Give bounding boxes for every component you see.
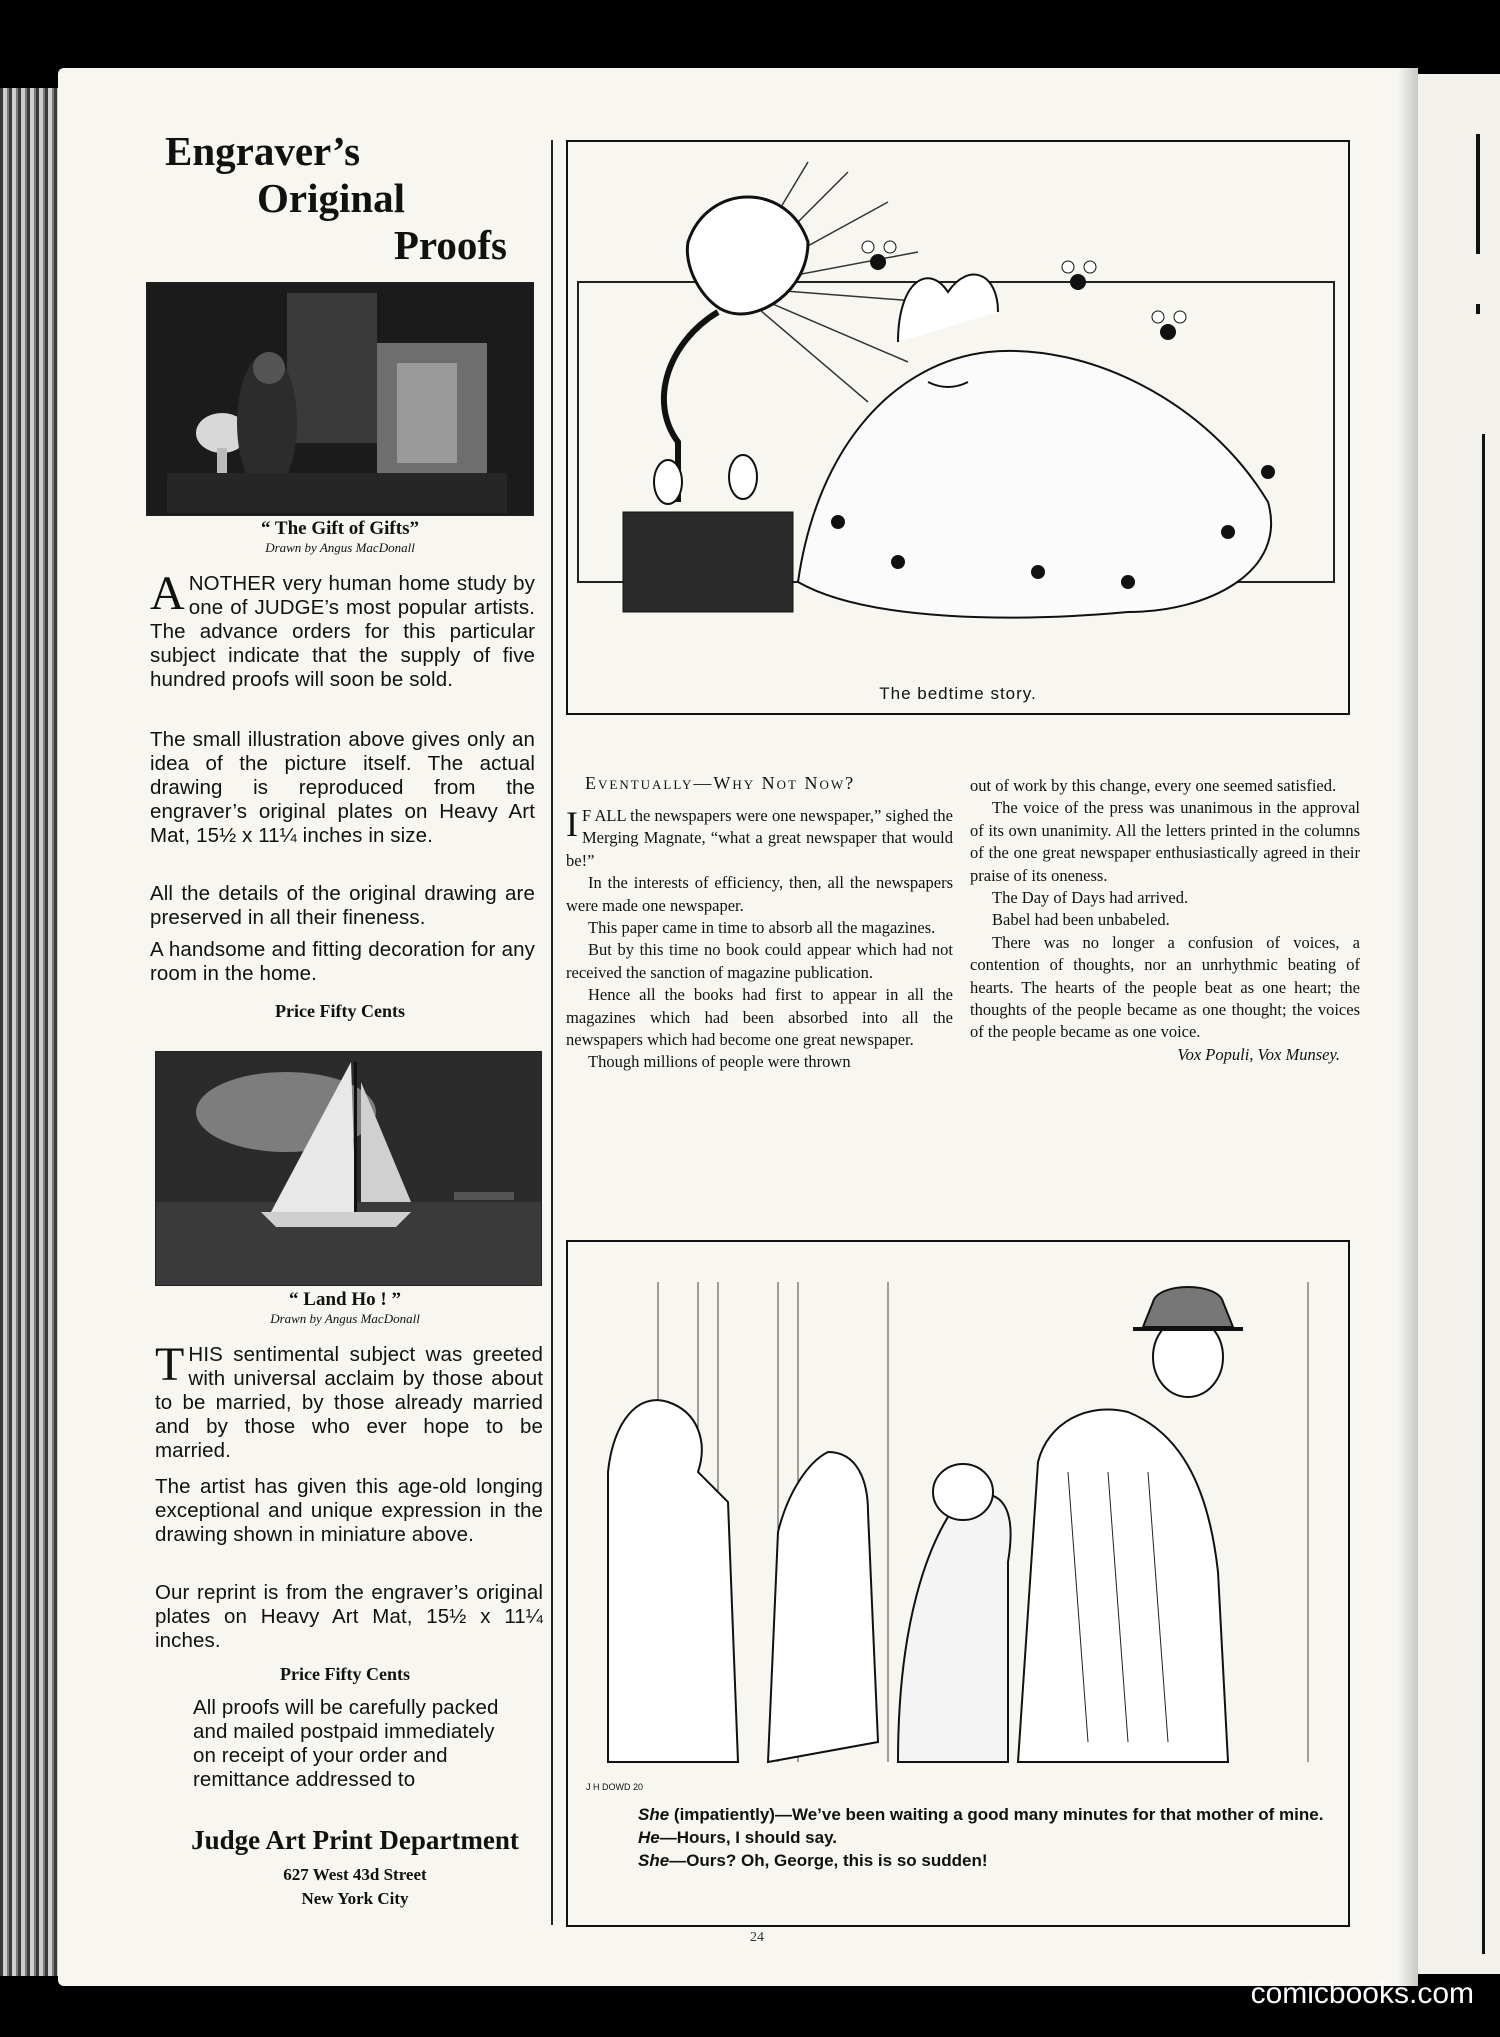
site-watermark: comicbooks.com — [1250, 1977, 1474, 2010]
gift-caption — [150, 518, 530, 556]
page-number: 24 — [750, 1930, 764, 1945]
ad-paragraph-4: A handsome and fitting decoration for any room in the home. — [150, 938, 535, 985]
land-ho-caption — [155, 1289, 535, 1327]
address-street: 627 West 43d Street — [283, 1865, 427, 1884]
book-spine-edge — [0, 88, 58, 1976]
column-rule — [551, 140, 553, 1925]
caption-line-1: (impatiently)—We’ve been waiting a good many minutes for that mother of mine. — [669, 1805, 1324, 1824]
article-col1-para-3: This paper came in time to absorb all the magazines. — [588, 918, 936, 938]
page-gutter — [1398, 68, 1418, 1986]
article-signature: Vox Populi, Vox Munsey. — [1177, 1044, 1340, 1064]
facing-page-edge — [1418, 74, 1500, 1974]
article-col1-para-4: But by this time no book could appear which had not received the sanction of magazine publication. — [566, 940, 953, 982]
ad-paragraph-1: ANOTHER very human home study by one of JUDGE’s most popular artists. The advance orders for this particular subject indicate that the supply of five hundred proofs will soon be sold. — [150, 567, 535, 691]
article-column-1 — [566, 805, 953, 1074]
ad-title — [165, 128, 525, 269]
price-1: Price Fifty Cents — [275, 1001, 405, 1021]
land-ho-caption-title: “ Land Ho ! ” — [289, 1289, 401, 1310]
department-name: Judge Art Print Department — [191, 1825, 519, 1855]
address-city: New York City — [301, 1889, 409, 1908]
cartoon2-signature: J H DOWD 20 — [586, 1782, 644, 1792]
ad-paragraph-5: THIS sentimental subject was greeted with universal acclaim by those about to be married, by those already married and by those who ever hope to be married. — [155, 1338, 543, 1462]
ad-paragraph-3: All the details of the original drawing are preserved in all their fineness. — [150, 882, 535, 929]
ad-paragraph-7: Our reprint is from the engraver’s original plates on Heavy Art Mat, 15½ x 11¼ inches. — [155, 1581, 543, 1652]
bedtime-story-cartoon — [566, 140, 1350, 715]
article-col2-para-4: Babel had been unbabeled. — [992, 910, 1170, 930]
ad-paragraph-6: The artist has given this age-old longing exceptional and unique expression in the drawing shown in miniature above. — [155, 1475, 543, 1546]
title-line-1: Engraver’s — [165, 128, 361, 174]
sudden-caption — [596, 1803, 1336, 1872]
article-col2-para-3: The Day of Days had arrived. — [992, 888, 1189, 908]
title-line-2: Original — [257, 175, 406, 221]
dropcap-t: T — [155, 1338, 185, 1391]
caption-line-3: —Ours? Oh, George, this is so sudden! — [669, 1851, 988, 1870]
article-col2-para-1: out of work by this change, every one seemed satisfied. — [970, 776, 1337, 795]
article-col1-para-5: Hence all the books had first to appear in all the magazines which had been absorbed into all the newspapers which had become one great newspaper. — [566, 985, 953, 1050]
bedtime-caption: The bedtime story. — [879, 684, 1037, 703]
ad-paragraph-8: All proofs will be carefully packed and mailed postpaid immediately on receipt of your order and remittance addressed to — [193, 1696, 499, 1791]
caption-speaker-she-1: She — [638, 1805, 670, 1824]
gift-caption-credit: Drawn by Angus MacDonall — [265, 540, 415, 555]
gift-caption-title: “ The Gift of Gifts” — [261, 518, 419, 539]
title-line-3: Proofs — [393, 222, 507, 268]
article-dropcap: I — [566, 804, 578, 844]
caption-speaker-he: He — [638, 1828, 660, 1847]
article-col2-para-2: The voice of the press was unanimous in the approval of its own unanimity. All the letters printed in the columns of the one great newspaper enthusiastically agreed in their praise of its oneness. — [970, 798, 1360, 885]
article-col1-para-2: In the interests of efficiency, then, all the newspapers were made one newspaper. — [566, 873, 953, 915]
article-column-2 — [970, 775, 1360, 1066]
land-ho-illustration — [155, 1051, 542, 1286]
article-col1-para-6: Though millions of people were thrown — [588, 1052, 851, 1072]
price-2: Price Fifty Cents — [280, 1664, 410, 1684]
article-col1-para-1: I F ALL the newspapers were one newspaper,” sighed the Merging Magnate, “what a great newspaper that would be!” — [566, 804, 953, 870]
dropcap-a: A — [150, 567, 185, 620]
ad-paragraph-2: The small illustration above gives only an idea of the picture itself. The actual drawing is reproduced from the engraver’s original plates on Heavy Art Mat, 15½ x 11¼ inches in size. — [150, 728, 535, 847]
article-heading: Eventually—Why Not Now? — [585, 773, 856, 793]
gift-of-gifts-illustration — [146, 282, 534, 516]
caption-line-2: —Hours, I should say. — [659, 1828, 838, 1847]
article-col2-para-5: There was no longer a confusion of voices, a contention of thoughts, nor an unrhythmic beating of hearts. The hearts of the people beat as one heart; the thoughts of the people became as one thought; the voices of the people became as one voice. — [970, 932, 1360, 1042]
caption-speaker-she-2: She — [638, 1851, 670, 1870]
land-ho-caption-credit: Drawn by Angus MacDonall — [270, 1311, 420, 1326]
